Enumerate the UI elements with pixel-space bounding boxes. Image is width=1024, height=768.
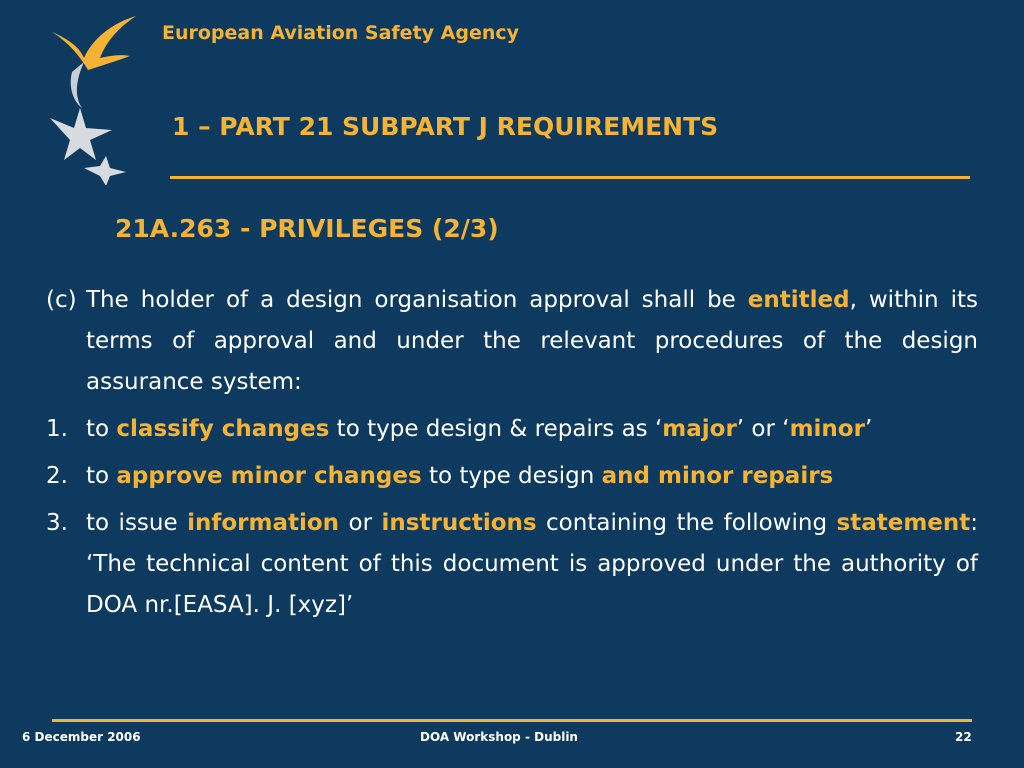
highlight-run: entitled (747, 287, 850, 313)
footer-date: 6 December 2006 (22, 730, 141, 744)
text-run: : ‘The technical content of this document is approved under the authority of DOA nr.[EASA]. J. [xyz]’ (86, 510, 979, 618)
highlight-run: and minor repairs (601, 463, 834, 489)
list-item-text (86, 503, 978, 626)
footer-event: DOA Workshop - Dublin (420, 730, 578, 744)
text-run: ’ or ‘ (736, 416, 790, 442)
paragraph-marker: (c) (46, 287, 77, 313)
text-run: The holder of a design organisation approval shall be (86, 287, 748, 313)
highlight-run: instructions (381, 510, 537, 536)
paragraph-text (86, 280, 978, 403)
highlight-run: approve minor changes (116, 463, 422, 489)
list-item-1 (46, 409, 978, 450)
highlight-run: major (662, 416, 737, 442)
slide-title: 1 – PART 21 SUBPART J REQUIREMENTS (172, 112, 719, 141)
organization-name: European Aviation Safety Agency (162, 22, 520, 44)
text-run: to type design (421, 463, 602, 489)
text-run: containing the following (536, 510, 837, 536)
list-item-2 (46, 456, 978, 497)
intro-paragraph (46, 280, 978, 403)
text-run: , within its terms of approval and under the relevant procedures of the design assurance system: (86, 287, 978, 395)
list-marker: 1. (46, 416, 68, 442)
highlight-run: classify changes (116, 416, 330, 442)
slide-body (46, 280, 978, 632)
text-run: ’ (864, 416, 873, 442)
slide-subtitle: 21A.263 - PRIVILEGES (2/3) (115, 214, 499, 243)
page-number: 22 (955, 730, 972, 744)
highlight-run: information (187, 510, 340, 536)
list-item-3 (46, 503, 978, 626)
list-marker: 2. (46, 463, 68, 489)
list-item-text (86, 409, 978, 450)
text-run: or (339, 510, 382, 536)
list-marker: 3. (46, 510, 68, 536)
footer-divider (52, 719, 972, 722)
highlight-run: statement (836, 510, 971, 536)
text-run: to (86, 416, 117, 442)
highlight-run: minor (789, 416, 865, 442)
title-divider (170, 176, 970, 179)
text-run: to issue (86, 510, 188, 536)
text-run: to type design & repairs as ‘ (329, 416, 663, 442)
text-run: to (86, 463, 117, 489)
easa-birds-logo-icon (40, 10, 150, 185)
list-item-text (86, 456, 978, 497)
